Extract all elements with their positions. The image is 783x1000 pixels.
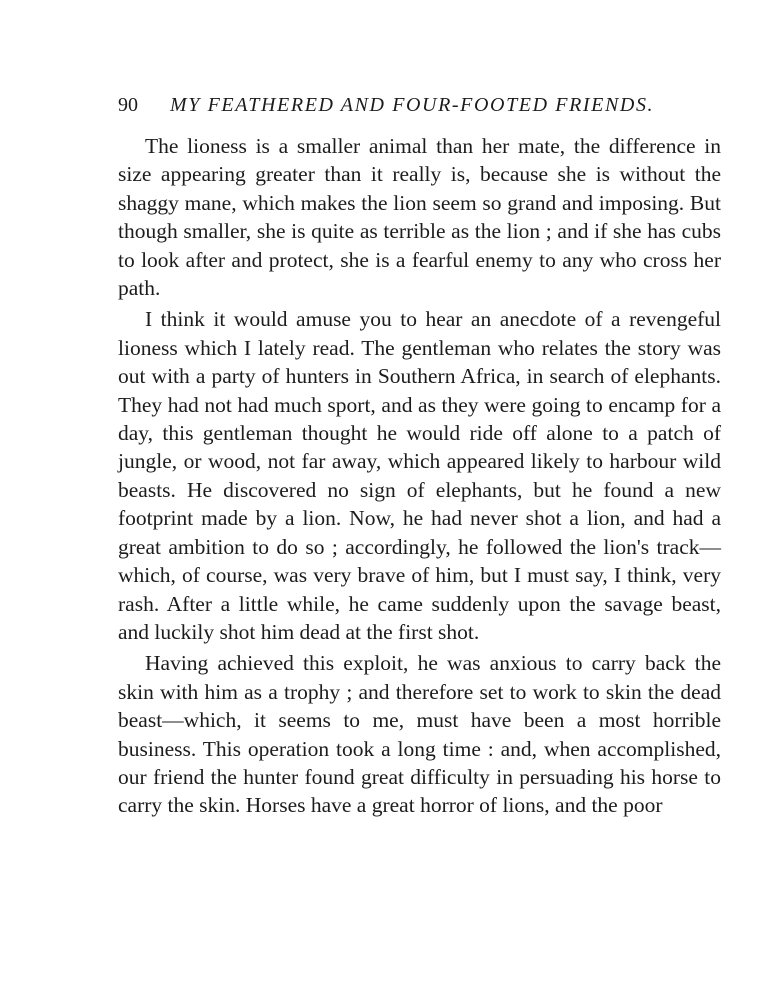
body-text [118,132,721,820]
book-page [118,94,721,823]
page-number: 90 [118,94,138,116]
running-title: MY FEATHERED AND FOUR-FOOTED FRIENDS. [170,94,655,116]
paragraph-skinning: Having achieved this exploit, he was anxious to carry back the skin with him as a trophy ; and therefore set to work to skin the dead beast—which, it seems to me, must have been a most horrible business. This operation took a long time : and, when accomplished, our friend the hunter found great difficulty in persuading his horse to carry the skin. Horses have a great horror of lions, and the poor [118,651,721,818]
paragraph-anecdote: I think it would amuse you to hear an anecdote of a revengeful lioness which I lately read. The gentleman who relates the story was out with a party of hunters in Southern Africa, in search of elephants. They had not had much sport, and as they were going to encamp for a day, this gentleman thought he would ride off alone to a patch of jungle, or wood, not far away, which appeared likely to harbour wild beasts. He discovered no sign of elephants, but he found a new footprint made by a lion. Now, he had never shot a lion, and had a great ambition to do so ; accordingly, he followed the lion's track—which, of course, was very brave of him, but I must say, I think, very rash. After a little while, he came suddenly upon the savage beast, and luckily shot him dead at the first shot. [118,307,721,644]
running-head [118,94,721,124]
paragraph-lioness-description: The lioness is a smaller animal than her mate, the difference in size appearing greater than it really is, because she is without the shaggy mane, which makes the lion seem so grand and imposing. But though smaller, she is quite as terrible as the lion ; and if she has cubs to look after and protect, she is a fearful enemy to any who cross her path. [118,134,721,301]
